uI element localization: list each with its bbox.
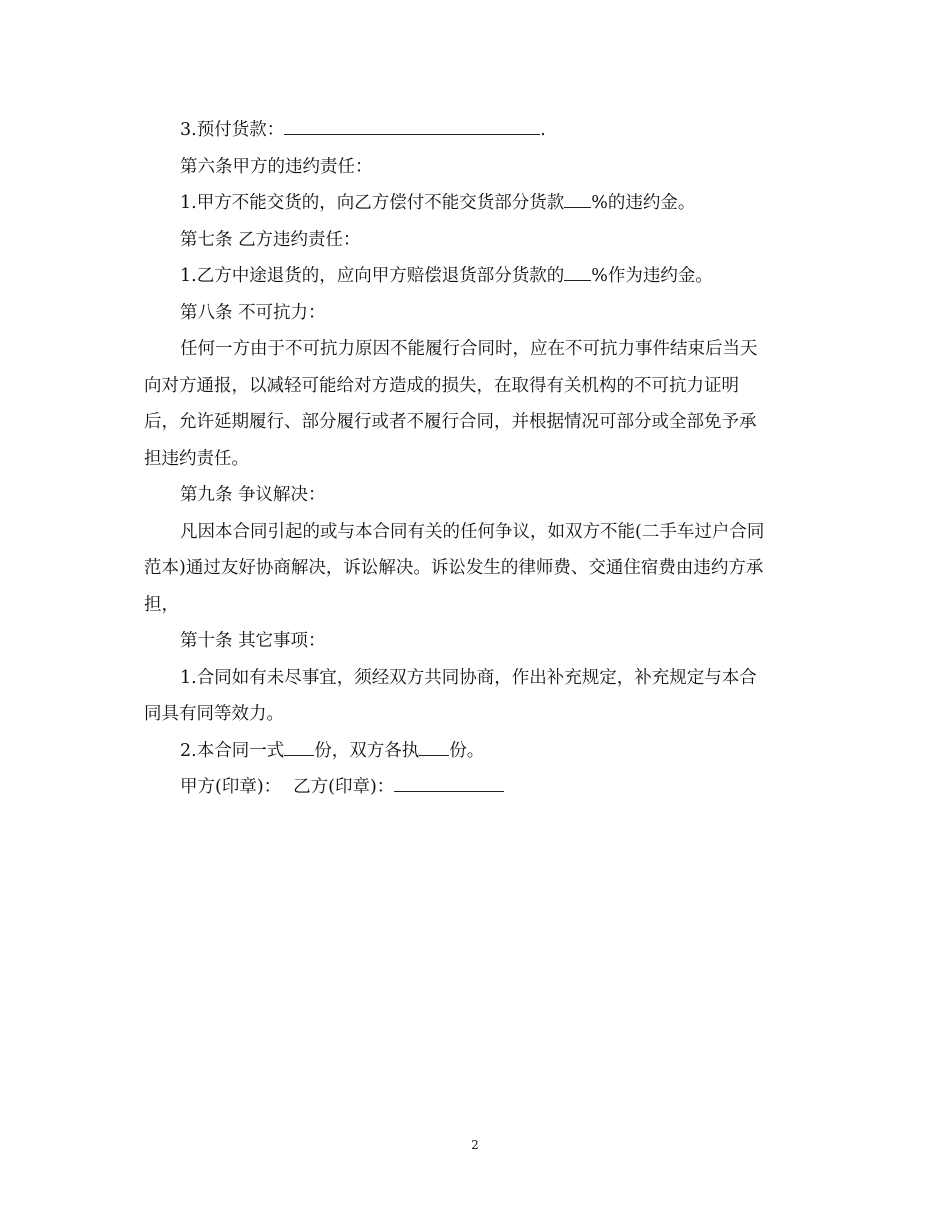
copies-text-a: 2.本合同一式 <box>180 740 285 761</box>
article-9-text-line-1: 凡因本合同引起的或与本合同有关的任何争议，如双方不能(二手车过户合同 <box>180 521 765 542</box>
article-8-text-line-3: 后，允许延期履行、部分履行或者不履行合同，并根据情况可部分或全部免予承 <box>144 412 757 432</box>
party-b-seal-label: 乙方(印章)： <box>293 777 395 797</box>
copies-text-c: 份。 <box>449 740 485 761</box>
document-body <box>144 112 810 806</box>
article-9-text-line-3: 担， <box>144 594 179 615</box>
copies-text-b: 份，双方各执 <box>314 740 420 761</box>
party-b-seal-blank <box>394 771 504 792</box>
party-a-seal-label: 甲方(印章)： <box>180 777 282 797</box>
article-8-text-line-1: 任何一方由于不可抗力原因不能履行合同时，应在不可抗力事件结束后当天 <box>180 339 758 359</box>
article-6-heading: 第六条甲方的违约责任： <box>180 156 373 177</box>
article-6-item-1 <box>144 185 810 222</box>
page-number: 2 <box>471 1138 479 1152</box>
article-10-item-1-line-1: 1.合同如有未尽事宜，须经双方共同协商，作出补充规定，补充规定与本合 <box>180 667 757 688</box>
prepayment-period: . <box>540 120 546 140</box>
copies-blank-total <box>284 735 314 756</box>
clause-prepayment <box>144 112 810 149</box>
article-10-item-2 <box>144 733 810 770</box>
prepayment-blank <box>284 114 540 135</box>
article-9-text-line-2: 范本)通过友好协商解决，诉讼解决。诉讼发生的律师费、交通住宿费由违约方承 <box>144 558 764 578</box>
article-8-heading: 第八条 不可抗力： <box>180 302 326 323</box>
article-7-heading: 第七条 乙方违约责任： <box>180 229 361 250</box>
article-7-item-1 <box>144 258 810 295</box>
percent-blank-a <box>564 187 591 208</box>
copies-blank-each <box>419 735 449 756</box>
article-8-text-line-4: 担违约责任。 <box>144 448 249 469</box>
prepayment-label: 3.预付货款： <box>180 120 285 140</box>
article-10-item-1-line-2: 同具有同等效力。 <box>144 704 284 724</box>
article-7-item-1-text: 1.乙方中途退货的，应向甲方赔偿退货部分货款的 <box>180 266 565 286</box>
article-9-heading: 第九条 争议解决： <box>180 485 326 505</box>
article-6-item-1-text: 1.甲方不能交货的，向乙方偿付不能交货部分货款 <box>180 193 565 213</box>
article-7-item-1-suffix: %作为违约金。 <box>591 266 713 286</box>
percent-blank-b <box>564 260 591 281</box>
article-8-text-line-2: 向对方通报，以减轻可能给对方造成的损失，在取得有关机构的不可抗力证明 <box>144 375 739 396</box>
article-6-item-1-suffix: %的违约金。 <box>591 193 696 213</box>
article-10-heading: 第十条 其它事项： <box>180 631 326 651</box>
signature-line <box>144 769 810 806</box>
